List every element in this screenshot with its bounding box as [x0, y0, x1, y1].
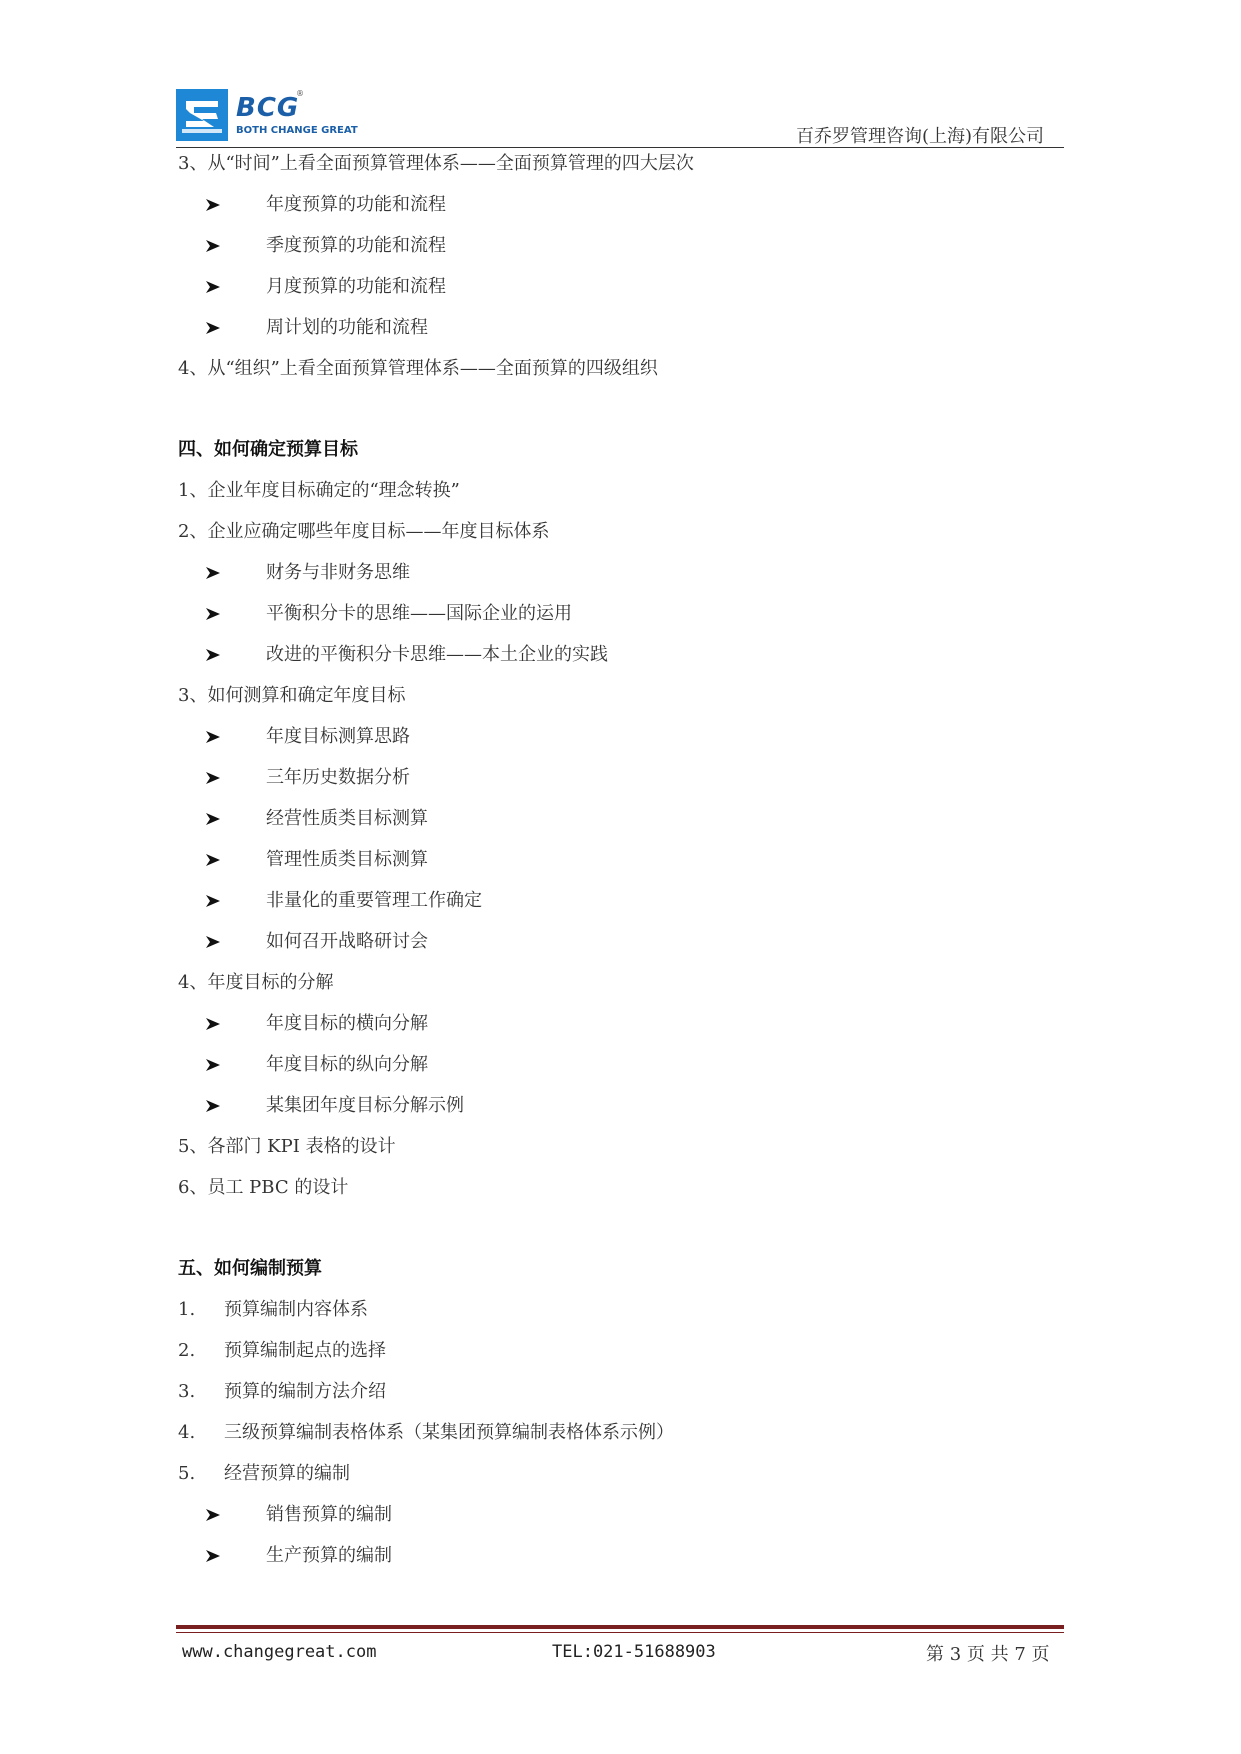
logo-registered-mark: ®	[296, 89, 304, 98]
arrow-bullet-icon	[206, 240, 220, 252]
bullet-item-label: 月度预算的功能和流程	[266, 276, 446, 297]
bullet-item-label: 平衡积分卡的思维——国际企业的运用	[266, 603, 572, 624]
arrow-bullet-icon	[206, 895, 220, 907]
arrow-bullet-icon	[206, 199, 220, 211]
item-number: 1.	[178, 1299, 196, 1320]
arrow-bullet-icon	[206, 608, 220, 620]
bullet-item-label: 年度目标的横向分解	[266, 1013, 428, 1034]
bullet-item-label: 管理性质类目标测算	[266, 849, 428, 870]
arrow-bullet-icon	[206, 281, 220, 293]
arrow-bullet-icon	[206, 731, 220, 743]
footer-page-number: 第 3 页 共 7 页	[926, 1644, 1050, 1665]
list-item: 5、各部门 KPI 表格的设计	[178, 1136, 396, 1157]
bullet-item-label: 某集团年度目标分解示例	[266, 1095, 464, 1116]
list-item: 1、企业年度目标确定的“理念转换”	[178, 480, 460, 501]
company-name: 百乔罗管理咨询(上海)有限公司	[795, 126, 1044, 147]
bullet-item-label: 三年历史数据分析	[266, 767, 410, 788]
item-number: 4.	[178, 1422, 196, 1443]
list-item: 4、年度目标的分解	[178, 972, 334, 993]
item-number: 2.	[178, 1340, 196, 1361]
arrow-bullet-icon	[206, 567, 220, 579]
bullet-item-label: 如何召开战略研讨会	[266, 931, 428, 952]
footer-website: www.changegreat.com	[182, 1642, 377, 1662]
bullet-item-label: 经营性质类目标测算	[266, 808, 428, 829]
header-divider	[176, 147, 1064, 148]
bcg-logo-icon	[176, 89, 228, 141]
item-number: 5.	[178, 1463, 196, 1484]
arrow-bullet-icon	[206, 813, 220, 825]
footer-telephone: TEL:021-51688903	[552, 1642, 716, 1662]
logo-subtitle: BOTH CHANGE GREAT	[236, 125, 358, 136]
arrow-bullet-icon	[206, 1100, 220, 1112]
numbered-item-label: 预算编制内容体系	[224, 1299, 368, 1320]
list-item: 2、企业应确定哪些年度目标——年度目标体系	[178, 521, 550, 542]
logo-text: BCG	[236, 93, 300, 123]
bullet-item-label: 财务与非财务思维	[266, 562, 410, 583]
arrow-bullet-icon	[206, 1550, 220, 1562]
list-item: 3、如何测算和确定年度目标	[178, 685, 406, 706]
footer-divider-thin	[176, 1632, 1064, 1633]
arrow-bullet-icon	[206, 772, 220, 784]
bullet-item-label: 年度目标的纵向分解	[266, 1054, 428, 1075]
numbered-item-label: 三级预算编制表格体系（某集团预算编制表格体系示例）	[224, 1422, 674, 1443]
arrow-bullet-icon	[206, 936, 220, 948]
list-item: 4、从“组织”上看全面预算管理体系——全面预算的四级组织	[178, 358, 658, 379]
numbered-item-label: 经营预算的编制	[224, 1463, 350, 1484]
bullet-item-label: 销售预算的编制	[266, 1504, 392, 1525]
numbered-item-label: 预算编制起点的选择	[224, 1340, 386, 1361]
bullet-item-label: 改进的平衡积分卡思维——本土企业的实践	[266, 644, 608, 665]
arrow-bullet-icon	[206, 1018, 220, 1030]
bullet-item-label: 周计划的功能和流程	[266, 317, 428, 338]
item-number: 3.	[178, 1381, 196, 1402]
numbered-item-label: 预算的编制方法介绍	[224, 1381, 386, 1402]
footer-divider-thick	[176, 1625, 1064, 1629]
arrow-bullet-icon	[206, 649, 220, 661]
list-item: 6、员工 PBC 的设计	[178, 1177, 349, 1198]
bullet-item-label: 非量化的重要管理工作确定	[266, 890, 482, 911]
arrow-bullet-icon	[206, 322, 220, 334]
section-heading: 四、如何确定预算目标	[178, 439, 358, 460]
bullet-item-label: 年度预算的功能和流程	[266, 194, 446, 215]
page-header	[176, 85, 1064, 148]
section-heading: 五、如何编制预算	[178, 1258, 322, 1279]
list-item: 3、从“时间”上看全面预算管理体系——全面预算管理的四大层次	[178, 153, 694, 174]
bullet-item-label: 年度目标测算思路	[266, 726, 410, 747]
bullet-item-label: 季度预算的功能和流程	[266, 235, 446, 256]
arrow-bullet-icon	[206, 1509, 220, 1521]
bullet-item-label: 生产预算的编制	[266, 1545, 392, 1566]
arrow-bullet-icon	[206, 854, 220, 866]
arrow-bullet-icon	[206, 1059, 220, 1071]
